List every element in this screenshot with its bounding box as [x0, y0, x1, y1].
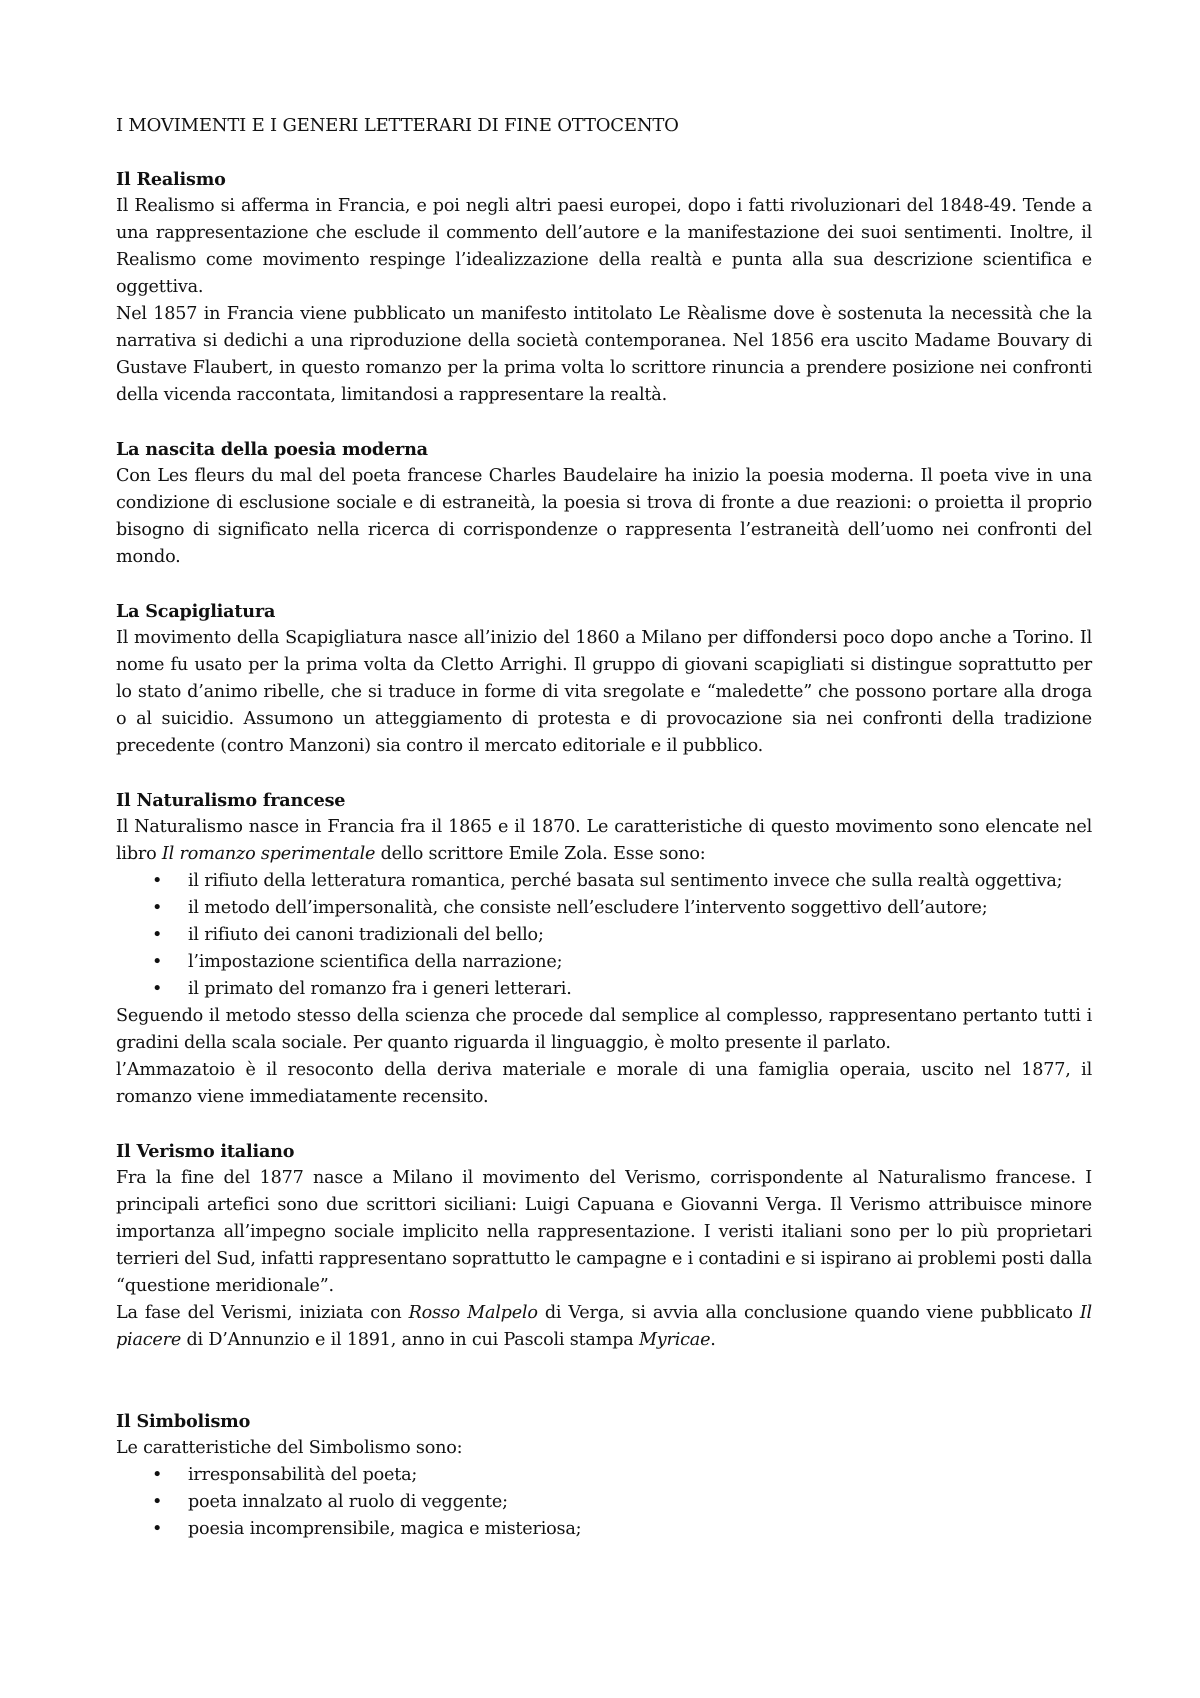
section-simbolismo: [116, 1408, 1092, 1543]
list-item-text: il rifiuto dei canoni tradizionali del bello;: [188, 925, 544, 945]
text-run: di Verga, si avvia alla conclusione quando viene pubblicato: [537, 1303, 1080, 1323]
section-heading: La Scapigliatura: [116, 601, 276, 622]
paragraph: [116, 814, 1092, 868]
list-item: [152, 976, 1092, 1003]
text-run: .: [710, 1330, 716, 1350]
section-naturalismo: [116, 787, 1092, 1111]
bullet-icon: •: [152, 871, 163, 891]
list-item: [152, 1516, 1092, 1543]
paragraph: l’Ammazatoio è il resoconto della deriva materiale e morale di una famiglia operaia, uscito nel 1877, il romanzo viene immediatamente recensito.: [116, 1060, 1092, 1107]
bullet-icon: •: [152, 952, 163, 972]
section-heading: Il Realismo: [116, 169, 226, 190]
section-heading: Il Naturalismo francese: [116, 790, 346, 811]
section-scapigliatura: [116, 598, 1092, 760]
list-item: [152, 949, 1092, 976]
paragraph: Nel 1857 in Francia viene pubblicato un manifesto intitolato Le Rèalisme dove è sostenuta la necessità che la narrativa si dedichi a una riproduzione della società contemporanea. Nel 1856 era uscito Madame Bouvary di Gustave Flaubert, in questo romanzo per la prima volta lo scrittore rinuncia a prendere posizione nei confronti della vicenda raccontata, limitandosi a rappresentare la realtà.: [116, 304, 1092, 405]
bullet-icon: •: [152, 898, 163, 918]
list-item-text: poeta innalzato al ruolo di veggente;: [188, 1492, 508, 1512]
paragraph: Seguendo il metodo stesso della scienza che procede dal semplice al complesso, rappresentano pertanto tutti i gradini della scala sociale. Per quanto riguarda il linguaggio, è molto presente il parlato.: [116, 1006, 1092, 1053]
section-heading: La nascita della poesia moderna: [116, 439, 428, 460]
text-run: dello scrittore Emile Zola. Esse sono:: [375, 844, 706, 864]
section-heading: Il Simbolismo: [116, 1411, 251, 1432]
text-run: di D’Annunzio e il 1891, anno in cui Pascoli stampa: [181, 1330, 639, 1350]
text-run: La fase del Verismi, iniziata con: [116, 1303, 409, 1323]
bullet-icon: •: [152, 1519, 163, 1539]
paragraph: Con Les fleurs du mal del poeta francese Charles Baudelaire ha inizio la poesia moderna. Il poeta vive in una condizione di esclusione sociale e di estraneità, la poesia si trova di fronte a due reazioni: o proietta il proprio bisogno di significato nella ricerca di corrispondenze o rappresenta l’estraneità dell’uomo nei confronti del mondo.: [116, 466, 1092, 567]
paragraph: Fra la fine del 1877 nasce a Milano il movimento del Verismo, corrispondente al Naturalismo francese. I principali artefici sono due scrittori siciliani: Luigi Capuana e Giovanni Verga. Il Verismo attribuisce minore importanza all’impegno sociale implicito nella rappresentazione. I veristi italiani sono per lo più proprietari terrieri del Sud, infatti rappresentano soprattutto le campagne e i contadini e si ispirano ai problemi posti dalla “questione meridionale”.: [116, 1168, 1092, 1296]
list-item-text: il primato del romanzo fra i generi letterari.: [188, 979, 572, 999]
book-title: Il piacere: [116, 1303, 1092, 1350]
list-item-text: poesia incomprensibile, magica e misteriosa;: [188, 1519, 582, 1539]
bullet-list: [116, 1462, 1092, 1543]
list-item-text: il rifiuto della letteratura romantica, perché basata sul sentimento invece che sulla realtà oggettiva;: [188, 871, 1063, 891]
list-item: [152, 922, 1092, 949]
section-poesia-moderna: [116, 436, 1092, 571]
bullet-icon: •: [152, 979, 163, 999]
list-item-text: l’impostazione scientifica della narrazione;: [188, 952, 563, 972]
document-page: [116, 112, 1092, 1570]
bullet-list: [116, 868, 1092, 1003]
paragraph: [116, 1300, 1092, 1354]
list-item-text: irresponsabilità del poeta;: [188, 1465, 418, 1485]
bullet-icon: •: [152, 1465, 163, 1485]
section-heading: Il Verismo italiano: [116, 1141, 295, 1162]
paragraph: Il movimento della Scapigliatura nasce all’inizio del 1860 a Milano per diffondersi poco dopo anche a Torino. Il nome fu usato per la prima volta da Cletto Arrighi. Il gruppo di giovani scapigliati si distingue soprattutto per lo stato d’animo ribelle, che si traduce in forme di vita sregolate e “maledette” che possono portare alla droga o al suicidio. Assumono un atteggiamento di protesta e di provocazione sia nei confronti della tradizione precedente (contro Manzoni) sia contro il mercato editoriale e il pubblico.: [116, 628, 1092, 756]
list-item-text: il metodo dell’impersonalità, che consiste nell’escludere l’intervento soggettivo dell’autore;: [188, 898, 988, 918]
section-verismo: [116, 1138, 1092, 1354]
section-realismo: [116, 166, 1092, 409]
book-title: Myricae: [638, 1330, 711, 1350]
text-run: Il Naturalismo nasce in Francia fra il 1865 e il 1870. Le caratteristiche di questo movimento sono elencate nel libro: [116, 817, 1092, 864]
paragraph: Il Realismo si afferma in Francia, e poi negli altri paesi europei, dopo i fatti rivoluzionari del 1848-49. Tende a una rappresentazione che esclude il commento dell’autore e la manifestazione dei suoi sentimenti. Inoltre, il Realismo come movimento respinge l’idealizzazione della realtà e punta alla sua descrizione scientifica e oggettiva.: [116, 196, 1092, 297]
document-title: I MOVIMENTI E I GENERI LETTERARI DI FINE OTTOCENTO: [116, 115, 679, 136]
list-item: [152, 868, 1092, 895]
book-title: Il romanzo sperimentale: [161, 844, 376, 864]
list-item: [152, 1462, 1092, 1489]
book-title: Rosso Malpelo: [408, 1303, 538, 1323]
bullet-icon: •: [152, 925, 163, 945]
paragraph: Le caratteristiche del Simbolismo sono:: [116, 1438, 463, 1458]
bullet-icon: •: [152, 1492, 163, 1512]
list-item: [152, 1489, 1092, 1516]
list-item: [152, 895, 1092, 922]
